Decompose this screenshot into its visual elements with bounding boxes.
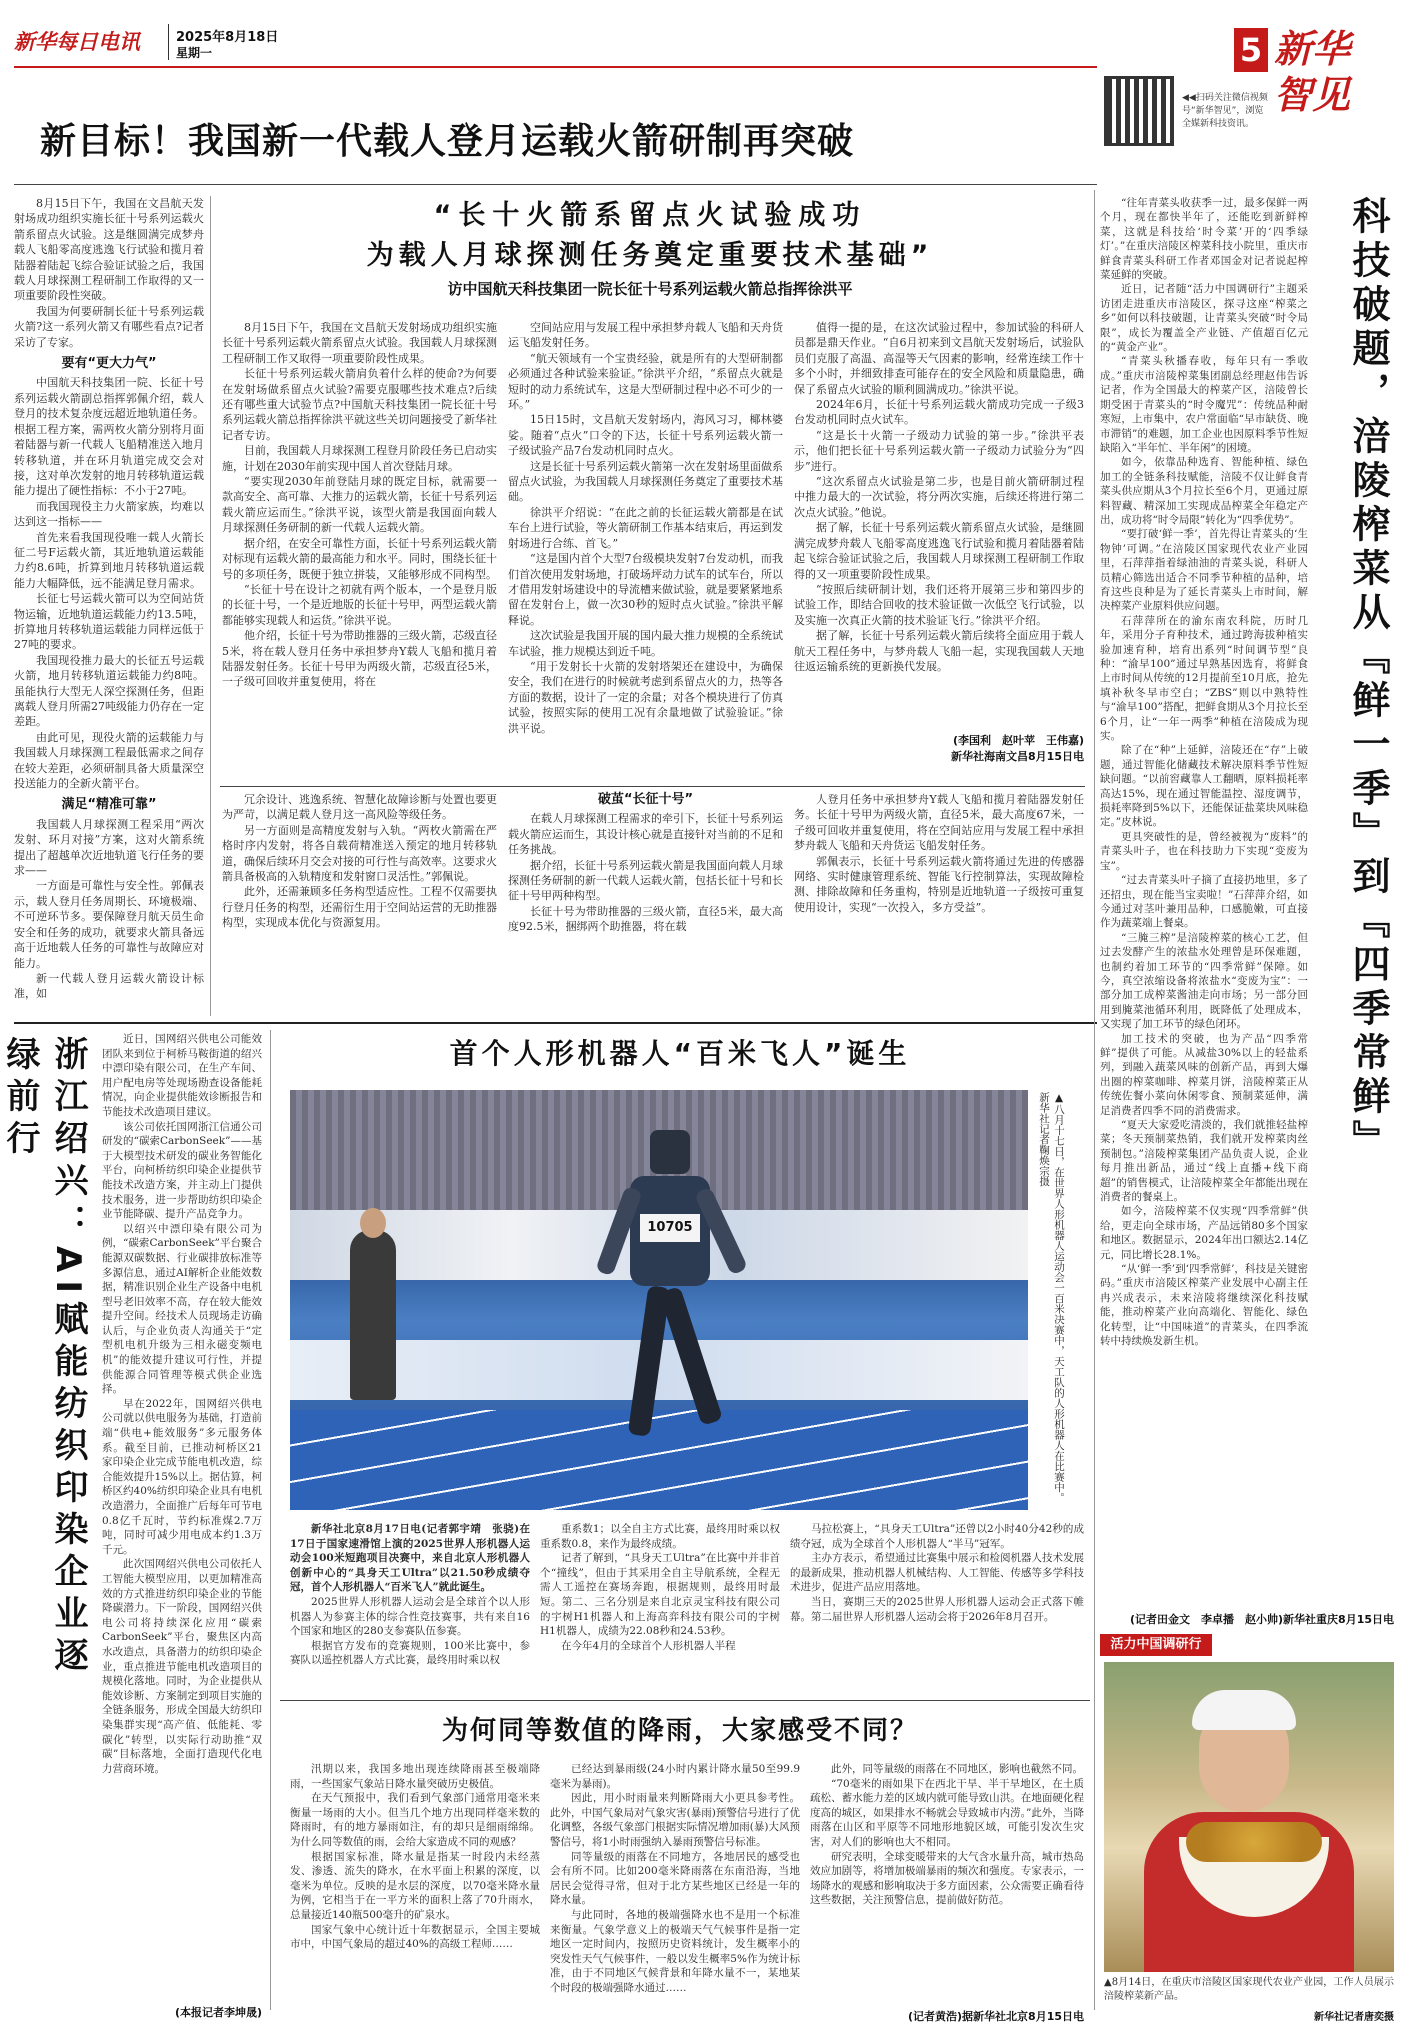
robot-bib: 10705 xyxy=(640,1214,700,1242)
worker-cap xyxy=(1192,1690,1296,1730)
paper-name: 新华每日电讯 xyxy=(14,29,140,54)
qr-code[interactable] xyxy=(1104,76,1174,146)
qr-caption: ◀◀扫码关注微信视频号“新华智见”，浏览全媒新科技资讯。 xyxy=(1182,93,1268,129)
pickle-photo-credit: 新华社记者唐奕摄 xyxy=(1314,2012,1394,2023)
spectator-man xyxy=(350,1230,396,1400)
article6-col1: 汛期以来，我国多地出现连续降雨甚至极端降雨，一些国家气象站日降水量突破历史极值。 在天气预报中，我们看到气象部门通常用毫米来衡量一场雨的大小。但当几个地方出现同样毫米数的降雨时，有的地方暴雨如注，有的却只是细雨绵绵。为什么同等数值的雨，会给大家造成不同的观感？ 根据国家标准，降水量是指某一时段内未经蒸发、渗透、流失的降水，在水平面上积累的深度，以毫米为单位。反映的是水层的深度，以70毫米降水量为例，它相当于在一平方米的面积上落了70升雨水，总量接近140瓶500毫升的矿泉水。 国家气象中心统计近十年数据显示，全国主要城市中，中国气象局的超过40%的高级工程师…… xyxy=(290,1763,540,1951)
article3-tag: 活力中国调研行 xyxy=(1100,1634,1212,1656)
pickle-photo xyxy=(1104,1662,1394,1972)
humanoid-robot xyxy=(610,1130,730,1470)
article1-col4: 人登月任务中承担梦舟Y载人飞船和揽月着陆器发射任务。长征十号甲为两级火箭，直径5米，最大高度67米，一子级可回收并重复使用，将在空间站应用与发展工程中承担梦舟载人飞船和天舟货运飞船发射任务。 郭佩表示，长征十号系列运载火箭将通过先进的传感器网络、实时健康管理系统、智能飞行控制算法，实现故障检测、排除故障和任务重构，特别是近地轨道一子级按可重复使用设计，实现“一次投入，多方受益”。 xyxy=(794,793,1084,914)
article3-body: “往年青菜头收获季一过，最多保鲜一两个月，现在都快半年了，还能吃到新鲜榨菜，这就是科技给‘时令菜’开的‘四季绿灯’。”在重庆涪陵区榨菜科技小院里，重庆市鲜食青菜头科研工作者邓国金对记者说起榨菜延鲜的突破。 近日，记者随“活力中国调研行”主题采访团走进重庆市涪陵区，探寻这座“榨菜之乡”如何以科技破题，让青菜头突破“时令局限”，成长为覆盖全产业链、产值超百亿元的“黄金产业”。 “青菜头秋播春收，每年只有一季收成。”重庆市涪陵榨菜集团副总经理赵伟告诉记者，作为全国最大的榨菜产区，涪陵曾长期受困于青菜头的“时令魔咒”：传统品种耐寒短，上市集中，农户常面临“早市缺货、晚市滞销”的难题，加工企业也因原料季节性短缺陷入“半年忙、半年闲”的困境。 如今，依靠品种选育、智能种植、绿色加工的全链条科技赋能，涪陵不仅让鲜食青菜头供应期从3个月拉长至6个月，更通过原料智藏、精深加工实现成品榨菜全年稳定产出，成功将“时令局限”转化为“四季优势”。 “要打破‘鲜一季’，首先得让青菜头的‘生物钟’可调。”在涪陵区国家现代农业产业园里，石萍萍指着绿油油的青菜头说，科研人员精心筛选出适合不同季节种植的品种，培育这些良种是为了延长青菜头上市时间，解决榨菜产业原料供应问题。 石萍萍所在的渝东南农科院，历时几年，采用分子育种技术，通过跨海拔种植实验加速育种，培育出系列“时间调节型”良种：“渝早100”通过早熟基因选育，将鲜食上市时间从传统的12月提前至10月底，抢先填补秋冬早市空白；“ZBS”则以中熟特性与“渝早100”搭配，把鲜食期从3个月拉长至6个月，让“一年一两季”种植在涪陵成为现实。 除了在“种”上延鲜，涪陵还在“存”上破题，通过智能化储藏技术解决原料季节性短缺问题。“以前窖藏靠人工翻晒，原料损耗率高达15%，现在通过智能温控、湿度调节，损耗率降到5%以下，还能保证盐菜块风味稳定。”皮林说。 更具突破性的是，曾经被视为“废料”的青菜头叶子，也在科技助力下实现“变废为宝”。 “过去青菜头叶子摘了直接扔地里，多了还招虫，现在能当宝卖啦！”石萍萍介绍，如今通过对茎叶兼用品种，口感脆嫩，可直接作为蔬菜端上餐桌。 “三腌三榨”是涪陵榨菜的核心工艺，但过去发酵产生的浓盐水处理曾是环保难题，也制约着加工环节的“四季常鲜”保障。如今，真空浓缩设备将浓盐水“变废为宝”：一部分加工成榨菜酱油走向市场；另一部分回用到腌菜池循环利用，既降低了处理成本，又实现了加工环节的绿色闭环。 加工技术的突破，也为产品“四季常鲜”提供了可能。从减盐30%以上的轻盐系列，到融入蔬菜风味的创新产品，再到大爆出圈的榨菜咖啡、榨菜月饼，涪陵榨菜正从传统佐餐小菜向休闲零食、预制菜延伸，满足消费者四季不同的消费需求。 “夏天大家爱吃清淡的，我们就推轻盐榨菜；冬天预制菜热销，我们就开发榨菜肉丝预制包。”涪陵榨菜集团产品负责人说，企业每月推出新品，通过“线上直播+线下商超”的销售模式，让涪陵榨菜全年都能出现在消费者的餐桌上。 如今，涪陵榨菜不仅实现“四季常鲜”供给，更走向全球市场，产品远销80多个国家和地区。数据显示，2024年出口额达2.14亿元，同比增长28.1%。 “从‘鲜一季’到‘四季常鲜’，科技是关键密码。”重庆市涪陵区榨菜产业发展中心副主任冉兴成表示，未来涪陵将继续深化科技赋能，推动榨菜产业向高端化、智能化、绿色化转型，让“中国味道”的青菜头，在四季流转中持续焕发新生机。 xyxy=(1100,197,1308,1348)
headline-lunar-rocket: 新目标！我国新一代载人登月运载火箭研制再突破 xyxy=(40,121,855,162)
spectator-man-head xyxy=(360,1208,386,1238)
article6-col3: 此外，同等量级的雨落在不同地区，影响也截然不同。 “70毫米的雨如果下在西北干旱、半干旱地区，在土质疏松、蓄水能力差的区域内就可能导致山洪。在地面硬化程度高的城区，如果排水不畅就会导致城市内涝。”此外，当降雨落在山区和平原等不同地形地貌区域，可能引发次生灾害，对人们的影响也大不相同。 研究表明，全球变暖带来的大气含水量升高，城市热岛效应加剧等，将增加极端暴雨的频次和强度。专家表示，一场降水的观感和影响取决于多方面因素，公众需要正确看待这些数据，关注预警信息，提前做好防范。 xyxy=(810,1763,1084,1907)
weekday: 星期一 xyxy=(176,46,213,60)
page-number: 5 xyxy=(1234,28,1268,72)
article1-col2: 冗余设计、逃逸系统、智慧化故障诊断与处置也要更为严苛，以满足载人登月这一高风险等级任务。 另一方面则是高精度发射与入轨。“两枚火箭需在严格时序内发射，将各自载荷精准送入预定的地月转移轨道，确保后续环月交会对接的可行性与高效率。这要求火箭具备极高的入轨精度和发射窗口灵活性。”郭佩说。 此外，还需兼顾多任务构型适应性。工程不仅需要执行登月任务的构型，还需衍生用于空间站运营的无助推器构型，实现成本优化与资源复用。 xyxy=(222,793,497,930)
article6-byline: (记者黄浩)据新华社北京8月15日电 xyxy=(907,2010,1084,2023)
article5-col3: 马拉松赛上，“具身天工Ultra”还曾以2小时40分42秒的成绩夺冠，成为全球首个人形机器人“半马”冠军。 主办方表示，希望通过比赛集中展示和检阅机器人技术发展的最新成果，推动机器人机械结构、人工智能、传感等多学科技术进步，促进产品应用落地。 当日，赛期三天的2025世界人形机器人运动会正式落下帷幕。第二届世界人形机器人运动会将于2026年8月召开。 xyxy=(790,1523,1084,1623)
article5-col1: 新华社北京8月17日电(记者郭宇靖 张骁)在17日于国家速滑馆上演的2025世界人形机器人运动会100米短跑项目决赛中，来自北京人形机器人创新中心的“具身天工Ultra”以21.50秒成绩夺冠，首个人形机器人“百米飞人”就此诞生。 2025世界人形机器人运动会是全球首个以人形机器人为参赛主体的综合性竞技赛事，共有来自16个国家和地区的280支参赛队伍参赛。 根据官方发布的竞赛规则，100米比赛中，参赛队以遥控机器人方式比赛，最终用时乘以权 xyxy=(290,1523,530,1667)
article4-byline: (本报记者李坤晟) xyxy=(174,2006,262,2019)
article2-col1: 8月15日下午，我国在文昌航天发射场成功组织实施长征十号系列运载火箭系留点火试验。我国载人月球探测工程研制工作又取得一项重要阶段性成果。 长征十号系列运载火箭肩负着什么样的使命?为何要在发射场做系留点火试验?需要克服哪些技术难点?后续还有哪些重大试验节点?中国航天科技集团一院长征十号系列运载火箭总指挥徐洪平就这些关切问题接受了新华社记者专访。 目前，我国载人月球探测工程登月阶段任务已启动实施，计划在2030年前实现中国人首次登陆月球。 “要实现2030年前登陆月球的既定目标，就需要一款高安全、高可靠、大推力的运载火箭，长征十号系列运载火箭应运而生。”徐洪平说，该型火箭是我国面向载人月球探测任务研制的新一代载人运载火箭。 据介绍，在安全可靠性方面，长征十号系列运载火箭对标现有运载火箭的最高能力和水平。同时，围绕长征十号的多项任务，既便于独立拼装，又能够形成不同构型。 “长征十号在设计之初就有两个版本，一个是登月版的长征十号，一个是近地版的长征十号甲，两型运载火箭都能够实现载人和运货。”徐洪平说。 他介绍，长征十号为带助推器的三级火箭，芯级直径5米，将在载人登月任务中承担梦舟Y载人飞船和揽月着陆器发射任务。长征十号甲为两级火箭，芯级直径5米，一子级可回收并重复使用，将在 xyxy=(222,321,497,689)
pickle-food xyxy=(1186,1822,1322,1862)
article2-col2: 空间站应用与发展工程中承担梦舟载人飞船和天舟货运飞船发射任务。 “航天领域有一个宝贵经验，就是所有的大型研制都必须通过各种试验来验证。”徐洪平介绍，“系留点火就是短时的动力系统试车，这是大型研制过程中必不可少的一环。” 15日15时，文昌航天发射场内，海风习习，椰林婆娑。随着“点火”口令的下达，长征十号系列运载火箭一子级试验产品7台发动机同时点火。 这是长征十号系列运载火箭第一次在发射场里面做系留点火试验，为我国载人月球探测任务奠定了重要技术基础。 徐洪平介绍说：“在此之前的长征运载火箭都是在试车台上进行试验，等火箭研制工作基本结束后，再运到发射场进行合练、首飞。” “这是国内首个大型7台级模块发射7台发动机，而我们首次使用发射场地，打破场坪动力试车的试车台，所以才借用发射场建设中的导流槽来做试验，就是要紧紧地系留在发射台上，做一次30秒的短时点火试验。”徐洪平解释说。 这次试验是我国开展的国内最大推力规模的全系统试车试验，推力规模达到近千吨。 “用于发射长十火箭的发射塔架还在建设中，为确保安全，我们在进行的时候就考虑到系留点火的力，热等各方面的数据，设计了一定的余量；对各个模块进行了仿真试验，按照实际的使用工况有余量地做了试验验证。”徐洪平说。 xyxy=(508,321,783,735)
robot-photo-caption: ▲八月十七日，在世界人形机器人运动会一百米决赛中，天工队的人形机器人在比赛中。新华社记者鞠焕宗摄 xyxy=(1038,1092,1065,1503)
article4-title: 浙江绍兴：AI赋能纺织印染企业逐绿前行 xyxy=(0,1036,88,1679)
article2-dateline: 新华社海南文昌8月15日电 xyxy=(951,750,1084,763)
article5-headline: 首个人形机器人“百米飞人”诞生 xyxy=(449,1037,911,1070)
article4-body: 近日，国网绍兴供电公司能效团队来到位于柯桥马鞍街道的绍兴中漂印染有限公司，在生产车间、用户配电房等处现场勘查设备能耗情况，向企业提供能效诊断报告和节能技术改造项目建议。 该公司依托国网浙江信通公司研发的“碳索CarbonSeek”——基于大模型技术研发的碳业务智能化平台，向柯桥纺织印染企业提供节能技术改造方案，并主动上门提供技术服务，进一步帮助纺织印染企业节能降碳、提升产品竞争力。 以绍兴中漂印染有限公司为例，“碳索CarbonSeek”平台聚合能源双碳数据、行业碳排放标准等多源信息，通过AI解析企业能效数据，精准识别企业生产设备中电机型号老旧效率不高，存在较大能效提升空间。经技术人员现场走访确认后，与企业负责人沟通关于“定型机电机升级为三相永磁变频电机”的能效提升建议可行性，并提供能源合同管理等模式供企业选择。 早在2022年，国网绍兴供电公司就以供电服务为基础，打造前端“供电+能效服务”多元服务体系。截至目前，已推动柯桥区21家印染企业完成节能电机改造，综合能效提升15%以上。据估算，柯桥区约40%纺织印染企业具有电机改造潜力，全面推广后每年可节电0.8亿千瓦时，节约标准煤2.7万吨，同时可减少用电成本约1.3万千元。 此次国网绍兴供电公司依托人工智能大模型应用，以更加精准高效的方式推进纺织印染企业的节能降碳潜力。下一阶段，国网绍兴供电公司将持续深化应用“碳索CarbonSeek”平台，聚焦区内高水改造点，具备潜力的纺织印染企业，重点推进节能电机改造项目的规模化落地。同时，为企业提供从能效诊断、方案制定到项目实施的全链条服务，形成全国最大纺织印染集群实现“高产值、低能耗、零碳化”转型，以实际行动助推“双碳”目标落地，全面打造现代化电力营商环境。 xyxy=(102,1033,262,1775)
article3-byline: (记者田金文 李卓播 赵小帅)新华社重庆8月15日电 xyxy=(1129,1613,1394,1626)
robot-race-photo xyxy=(290,1090,1028,1510)
article6-col2: 已经达到暴雨级(24小时内累计降水量50至99.9毫米为暴雨)。 因此，用小时雨量来判断降雨大小更具参考性。此外，中国气象局对气象灾害(暴雨)预警信号进行了优化调整，各级气象部门根据实际情况增加雨(暴)大风预警信号，将1小时雨强纳入暴雨预警信号标准。 同等量级的雨落在不同地方，各地居民的感受也会有所不同。比如200毫米降雨落在东南沿海，当地居民会觉得寻常，但对于北方某些地区已经是一年的降水量。 与此同时，各地的极端强降水也不是用一个标准来衡量。气象学意义上的极端天气气候事件是指一定地区一定时间内，按照历史资料统计，发生概率小的突发性天气气候事件，一般以发生概率5%作为统计标准，由于不同地区气候背景和年降水量不一，某地某个时段的极端强降水通过…… xyxy=(550,1763,800,1994)
article2-col3: 值得一提的是，在这次试验过程中，参加试验的科研人员都是鼎天作业。“自6月初来到文昌航天发射场后，试验队员们克服了高温、高湿等天气因素的影响，经常连续工作十多个小时，并细致排查可能存在的安全风险和质量隐患，确保了系留点火试验的顺利圆满成功。”徐洪平说。 2024年6月，长征十号系列运载火箭成功完成一子级3台发动机同时点火试车。 “这是长十火箭一子级动力试验的第一步。”徐洪平表示，他们把长征十号系列运载火箭一子级动力试验分为“四步”进行。 “这次系留点火试验是第二步，也是目前火箭研制过程中推力最大的一次试验，将分两次实施，后续还将进行第二次点火试验。”他说。 据了解，长征十号系列运载火箭系留点火试验，是继圆满完成梦舟载人飞船零高度逃逸飞行试验和揽月着陆器着陆起飞综合验证试验之后，我国载人月球探测工程研制工作取得的又一项重要阶段性成果。 “按照后续研制计划，我们还将开展第三步和第四步的试验工作，即结合回收的技术验证做一次低空飞行试验，以及实施一次真正火箭的技术验证飞行。”徐洪平介绍。 据了解，长征十号系列运载火箭后续将全面应用于载人航天工程任务中，与梦舟载人飞船一起，实现我国载人天地往返运输系统的更新换代发展。 xyxy=(794,321,1084,673)
pickle-photo-caption: ▲8月14日，在重庆市涪陵区国家现代农业产业园，工作人员展示涪陵榨菜新产品。 xyxy=(1104,1977,1394,2002)
article6-headline: 为何同等数值的降雨，大家感受不同？ xyxy=(441,1716,918,1746)
article5-col2: 重系数1；以全自主方式比赛，最终用时乘以权重系数0.8，来作为最终成绩。 记者了解到，“具身天工Ultra”在比赛中并非首个“撞线”，但由于其采用全自主导航系统，全程无需人工遥控在赛场奔跑，根据规则，最终用时最短。第二、三名分别是来自北京灵宝科技有限公司的宇树H1机器人和上海高弈科技有限公司的宇树H1机器人，成绩为22.08秒和24.53秒。 在今年4月的全球首个人形机器人半程 xyxy=(540,1523,780,1652)
section-header xyxy=(1098,18,1398,168)
article1-col3: 破茧“长征十号” 在载人月球探测工程需求的牵引下，长征十号系列运载火箭应运而生，其设计核心就是直接针对当前的不足和任务挑战。 据介绍，长征十号系列运载火箭是我国面向载人月球探测任务研制的新一代载人运载火箭，包括长征十号和长征十号甲两种构型。 长征十号为带助推器的三级火箭，直径5米，最大高度92.5米，捆绑两个助推器，将在载 xyxy=(508,792,783,934)
article3-title: 科技破题，涪陵榨菜从『鲜一季』到『四季常鲜』 xyxy=(1346,196,1390,1164)
section-name: 新华智见 xyxy=(1274,26,1351,117)
article1-col1: 8月15日下午，我国在文昌航天发射场成功组织实施长征十号系列运载火箭系留点火试验。这是继圆满完成梦舟载人飞船零高度逃逸飞行试验和揽月着陆器着陆起飞综合验证试验之后，我国载人月球探测工程研制工作取得的又一项重要阶段性突破。 我国为何要研制长征十号系列运载火箭?这一系列火箭又有哪些看点?记者采访了专家。 要有“更大力气” 中国航天科技集团一院、长征十号系列运载火箭副总指挥郭佩介绍，载人登月的技术复杂度远超近地轨道任务。根据工程方案，需两枚火箭分别将月面着陆器与新一代载人飞船精准送入地月转移轨道，并在环月轨道完成交会对接，这对单次发射的地月转移轨道运载能力提出了硬性指标：不小于27吨。 而我国现役主力火箭家族，均难以达到这一指标—— 首先来看我国现役唯一载人火箭长征二号F运载火箭，其近地轨道运载能力约8.6吨，折算到地月转移轨道运载能力大幅降低，远不能满足登月需求。 长征七号运载火箭可以为空间站货物运输，近地轨道运载能力约13.5吨，折算地月转移轨道运载能力同样远低于27吨的要求。 我国现役推力最大的长征五号运载火箭，地月转移轨道运载能力约8吨。虽能执行大型无人深空探测任务，但距离载人登月所需27吨级能力仍存在一定差距。 由此可见，现役火箭的运载能力与我国载人月球探测工程最低需求之间存在较大差距，必须研制具备大质量深空投送能力的全新火箭平台。 满足“精准可靠” 我国载人月球探测工程采用“两次发射、环月对接”方案，这对火箭系统提出了超越单次近地轨道飞行任务的要求—— 一方面是可靠性与安全性。郭佩表示，载人登月任务周期长、环境极端、不可逆环节多。要保障登月航天员生命安全和任务的成功，就要求火箭具备远高于近地载人任务的可靠性与故障应对能力。 新一代载人登月运载火箭设计标准，如 xyxy=(14,197,204,1001)
issue-date: 2025年8月18日 xyxy=(176,30,279,45)
article2-byline: (李国利 赵叶苹 王伟嘉) xyxy=(952,734,1084,747)
article2-headline: “长十火箭系留点火试验成功 为载人月球探测任务奠定重要技术基础” 访中国航天科技集团一院长征十号系列运载火箭总指挥徐洪平 xyxy=(366,200,934,298)
